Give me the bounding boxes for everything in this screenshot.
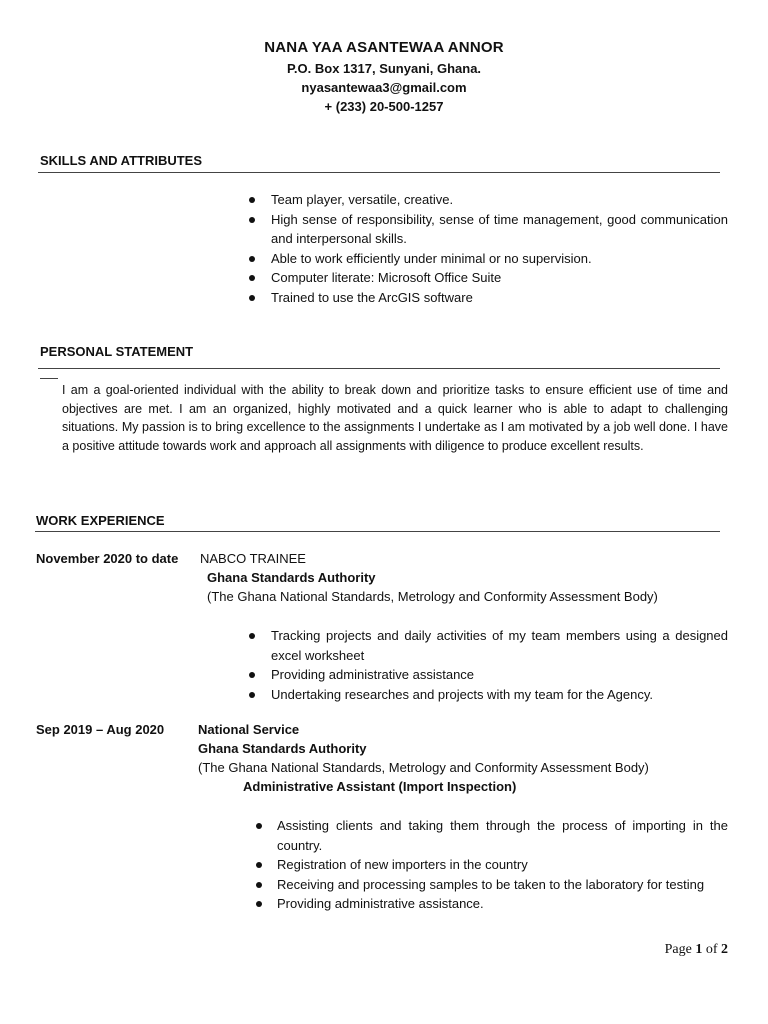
work-experience-heading: WORK EXPERIENCE — [36, 513, 165, 528]
job1-organization-desc: (The Ghana National Standards, Metrology and Conformity Assessment Body) — [207, 589, 658, 604]
list-item: Team player, versatile, creative. — [271, 190, 728, 210]
work-divider — [35, 531, 720, 532]
applicant-name: NANA YAA ASANTEWAA ANNOR — [264, 39, 504, 56]
skills-list — [271, 190, 728, 307]
list-item: Computer literate: Microsoft Office Suite — [271, 268, 728, 288]
personal-statement-heading: PERSONAL STATEMENT — [40, 344, 194, 359]
personal-statement-text: I am a goal-oriented individual with the ability to break down and prioritize tasks to ensure efficient use of time and objectives are met. I am an organized, highly motivated and a quick learner who is able to adapt to challenging situations. My passion is to bring excellence to the assignments I undertake as I am motivated by a job well done. I have a positive attitude towards work and approach all assignments with diligence to produce excellent results. — [62, 383, 728, 453]
list-item: Registration of new importers in the country — [277, 855, 728, 875]
job1-duties-list — [271, 626, 728, 704]
page-word: Page — [664, 942, 692, 957]
list-item: Providing administrative assistance — [271, 665, 728, 685]
list-item: High sense of responsibility, sense of time management, good communication and interpersonal skills. — [271, 210, 728, 249]
job2-role: Administrative Assistant (Import Inspection) — [243, 779, 517, 794]
current-page: 1 — [695, 942, 703, 957]
list-item: Tracking projects and daily activities of my team members using a designed excel worksheet — [271, 626, 728, 665]
postal-address: P.O. Box 1317, Sunyani, Ghana. — [286, 61, 482, 76]
of-word: of — [705, 942, 718, 957]
page-number — [665, 942, 728, 958]
list-item: Assisting clients and taking them through the process of importing in the country. — [277, 816, 728, 855]
short-dash — [40, 378, 58, 379]
skills-divider — [38, 172, 720, 173]
skills-heading: SKILLS AND ATTRIBUTES — [40, 153, 203, 168]
list-item: Trained to use the ArcGIS software — [271, 288, 728, 308]
list-item: Providing administrative assistance. — [277, 894, 728, 914]
job1-date: November 2020 to date — [36, 551, 179, 566]
list-item: Undertaking researches and projects with my team for the Agency. — [271, 685, 728, 705]
job2-organization: Ghana Standards Authority — [198, 741, 367, 756]
list-item: Able to work efficiently under minimal or no supervision. — [271, 249, 728, 269]
job1-organization: Ghana Standards Authority — [207, 570, 376, 585]
job1-title: NABCO TRAINEE — [200, 551, 306, 566]
job2-duties-list — [277, 816, 728, 914]
personal-divider — [38, 368, 720, 369]
job2-title: National Service — [198, 722, 300, 737]
list-item: Receiving and processing samples to be taken to the laboratory for testing — [277, 875, 728, 895]
total-pages: 2 — [721, 942, 728, 957]
phone-number: + (233) 20-500-1257 — [324, 99, 444, 114]
job2-organization-desc: (The Ghana National Standards, Metrology and Conformity Assessment Body) — [198, 760, 649, 775]
email-address: nyasantewaa3@gmail.com — [301, 80, 467, 95]
job2-date: Sep 2019 – Aug 2020 — [36, 722, 165, 737]
